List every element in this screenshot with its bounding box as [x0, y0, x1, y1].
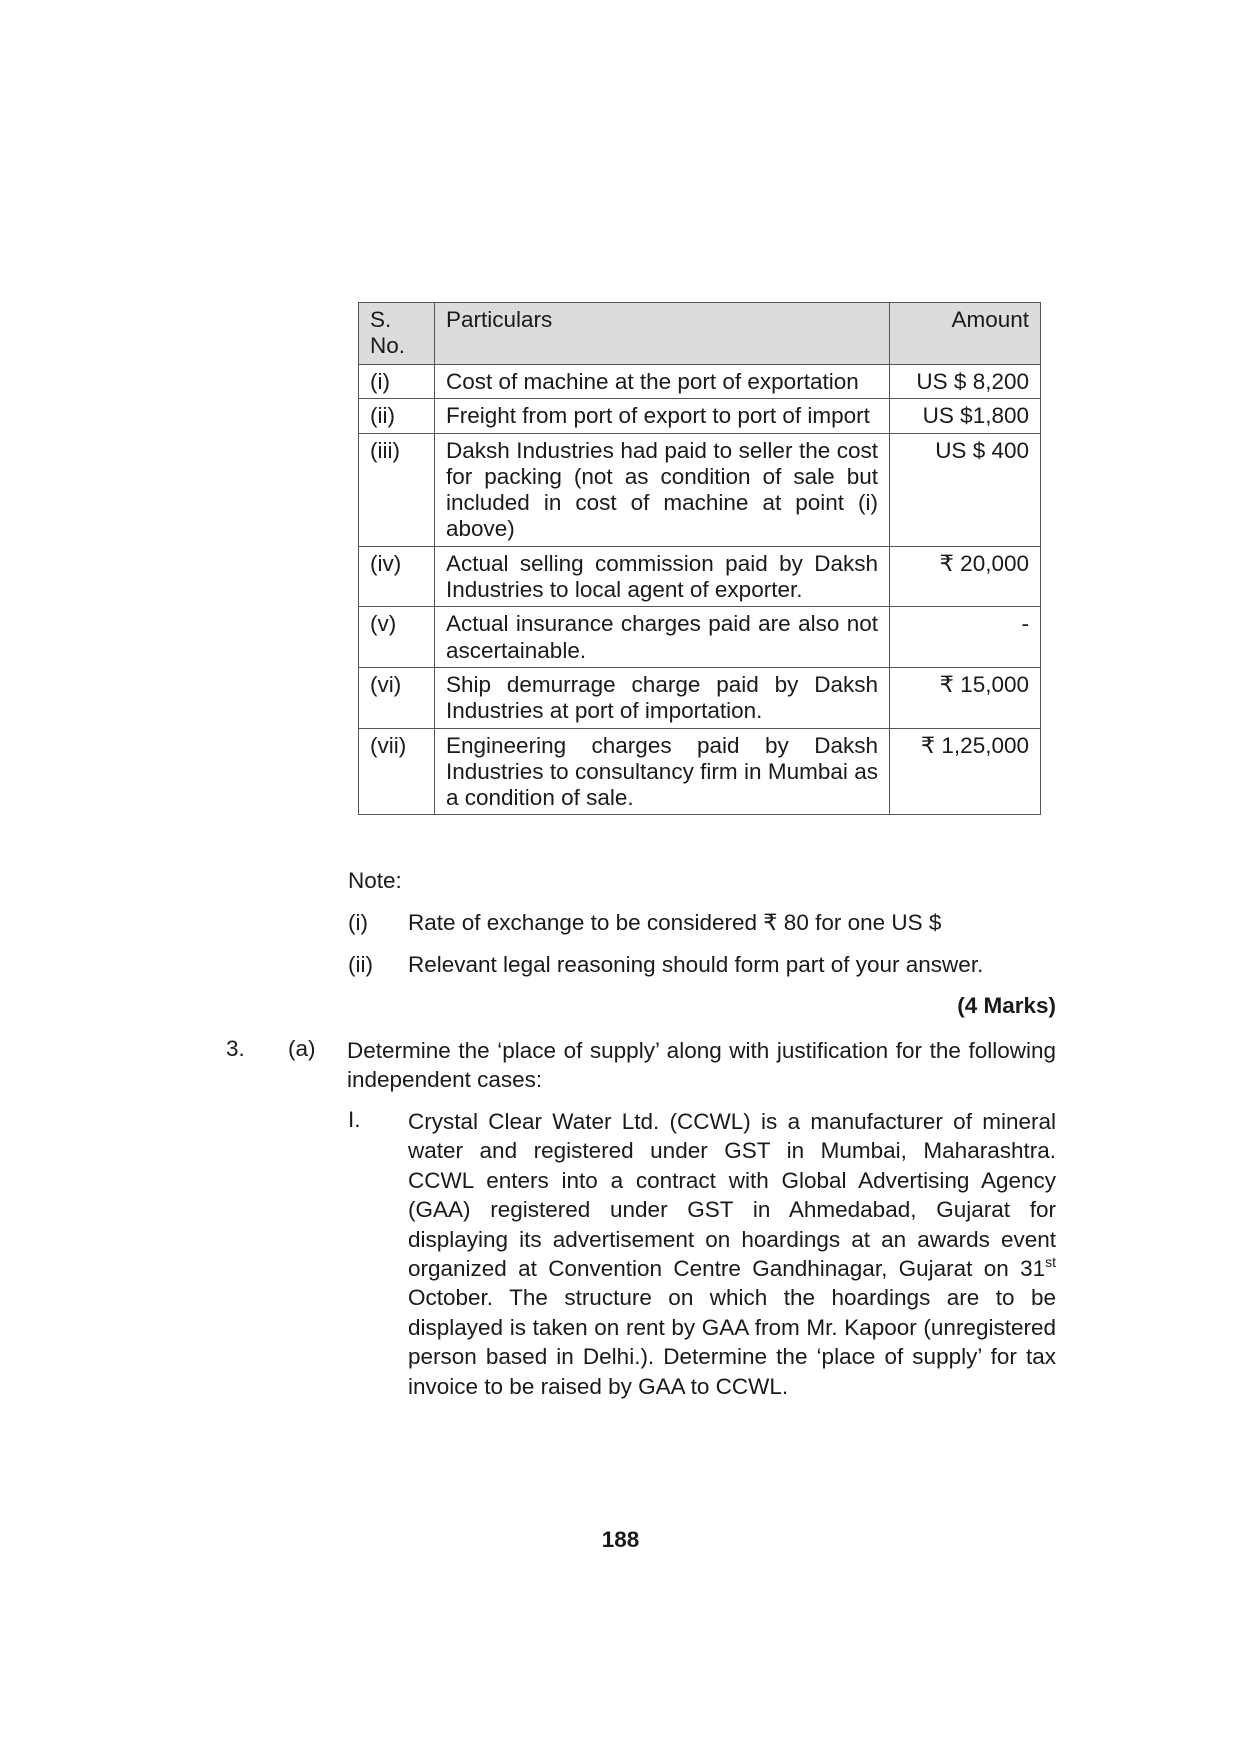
question-text: Determine the ‘place of supply’ along with justification for the following independent cases: [347, 1038, 1056, 1092]
note-item-2-number: (ii) [348, 952, 373, 977]
row-sno: (ii) [359, 399, 435, 433]
row-amount: US $1,800 [890, 399, 1041, 433]
table-row [359, 433, 1041, 546]
table-row [359, 607, 1041, 668]
case-text-superscript: st [1045, 1254, 1056, 1271]
table-row [359, 546, 1041, 607]
question-number: 3. [226, 1036, 245, 1061]
table-row [359, 399, 1041, 433]
header-sno: S. No. [359, 303, 435, 365]
note-item-1-number: (i) [348, 910, 368, 935]
row-particulars: Cost of machine at the port of exportation [435, 365, 890, 399]
row-particulars: Actual insurance charges paid are also not ascertainable. [435, 607, 890, 668]
case-text [408, 1107, 1056, 1401]
case-number: I. [348, 1107, 361, 1132]
row-sno: (v) [359, 607, 435, 668]
row-amount: US $ 8,200 [890, 365, 1041, 399]
row-sno: (iii) [359, 433, 435, 546]
table-header-row [359, 303, 1041, 365]
header-amount: Amount [890, 303, 1041, 365]
case-text-part-1: Crystal Clear Water Ltd. (CCWL) is a manufacturer of mineral water and registered under GST in Mumbai, Maharashtra. CCWL enters into a contract with Global Advertising Agency (GAA) registered under GST in Ahmedabad, Gujarat for displaying its advertisement on hoardings at an awards event organized at Convention Centre Gandhinagar, Gujarat on 31 [408, 1109, 1056, 1282]
row-particulars: Daksh Industries had paid to seller the cost for packing (not as condition of sale but included in cost of machine at point (i) above) [435, 433, 890, 546]
row-amount: ₹ 1,25,000 [890, 728, 1041, 815]
note-item-1-text: Rate of exchange to be considered ₹ 80 for one US $ [408, 910, 942, 935]
row-particulars: Engineering charges paid by Daksh Industries to consultancy firm in Mumbai as a condition of sale. [435, 728, 890, 815]
cost-table [358, 302, 1041, 815]
case-text-part-2: October. The structure on which the hoardings are to be displayed is taken on rent by GAA from Mr. Kapoor (unregistered person based in Delhi.). Determine the ‘place of supply’ for tax invoice to be raised by GAA to CCWL. [408, 1285, 1056, 1399]
page-number: 188 [601, 1527, 640, 1552]
row-sno: (i) [359, 365, 435, 399]
table-row [359, 365, 1041, 399]
row-sno: (iv) [359, 546, 435, 607]
table-row [359, 728, 1041, 815]
table-body [359, 365, 1041, 815]
marks-label: (4 Marks) [957, 993, 1056, 1018]
row-amount: - [890, 607, 1041, 668]
row-particulars: Freight from port of export to port of import [435, 399, 890, 433]
row-amount: US $ 400 [890, 433, 1041, 546]
row-sno: (vii) [359, 728, 435, 815]
note-item-2-text: Relevant legal reasoning should form part of your answer. [408, 952, 984, 977]
header-particulars: Particulars [435, 303, 890, 365]
row-particulars: Ship demurrage charge paid by Daksh Industries at port of importation. [435, 667, 890, 728]
note-label: Note: [348, 868, 402, 893]
question-part: (a) [288, 1036, 316, 1061]
row-sno: (vi) [359, 667, 435, 728]
row-particulars: Actual selling commission paid by Daksh Industries to local agent of exporter. [435, 546, 890, 607]
table-row [359, 667, 1041, 728]
row-amount: ₹ 20,000 [890, 546, 1041, 607]
row-amount: ₹ 15,000 [890, 667, 1041, 728]
